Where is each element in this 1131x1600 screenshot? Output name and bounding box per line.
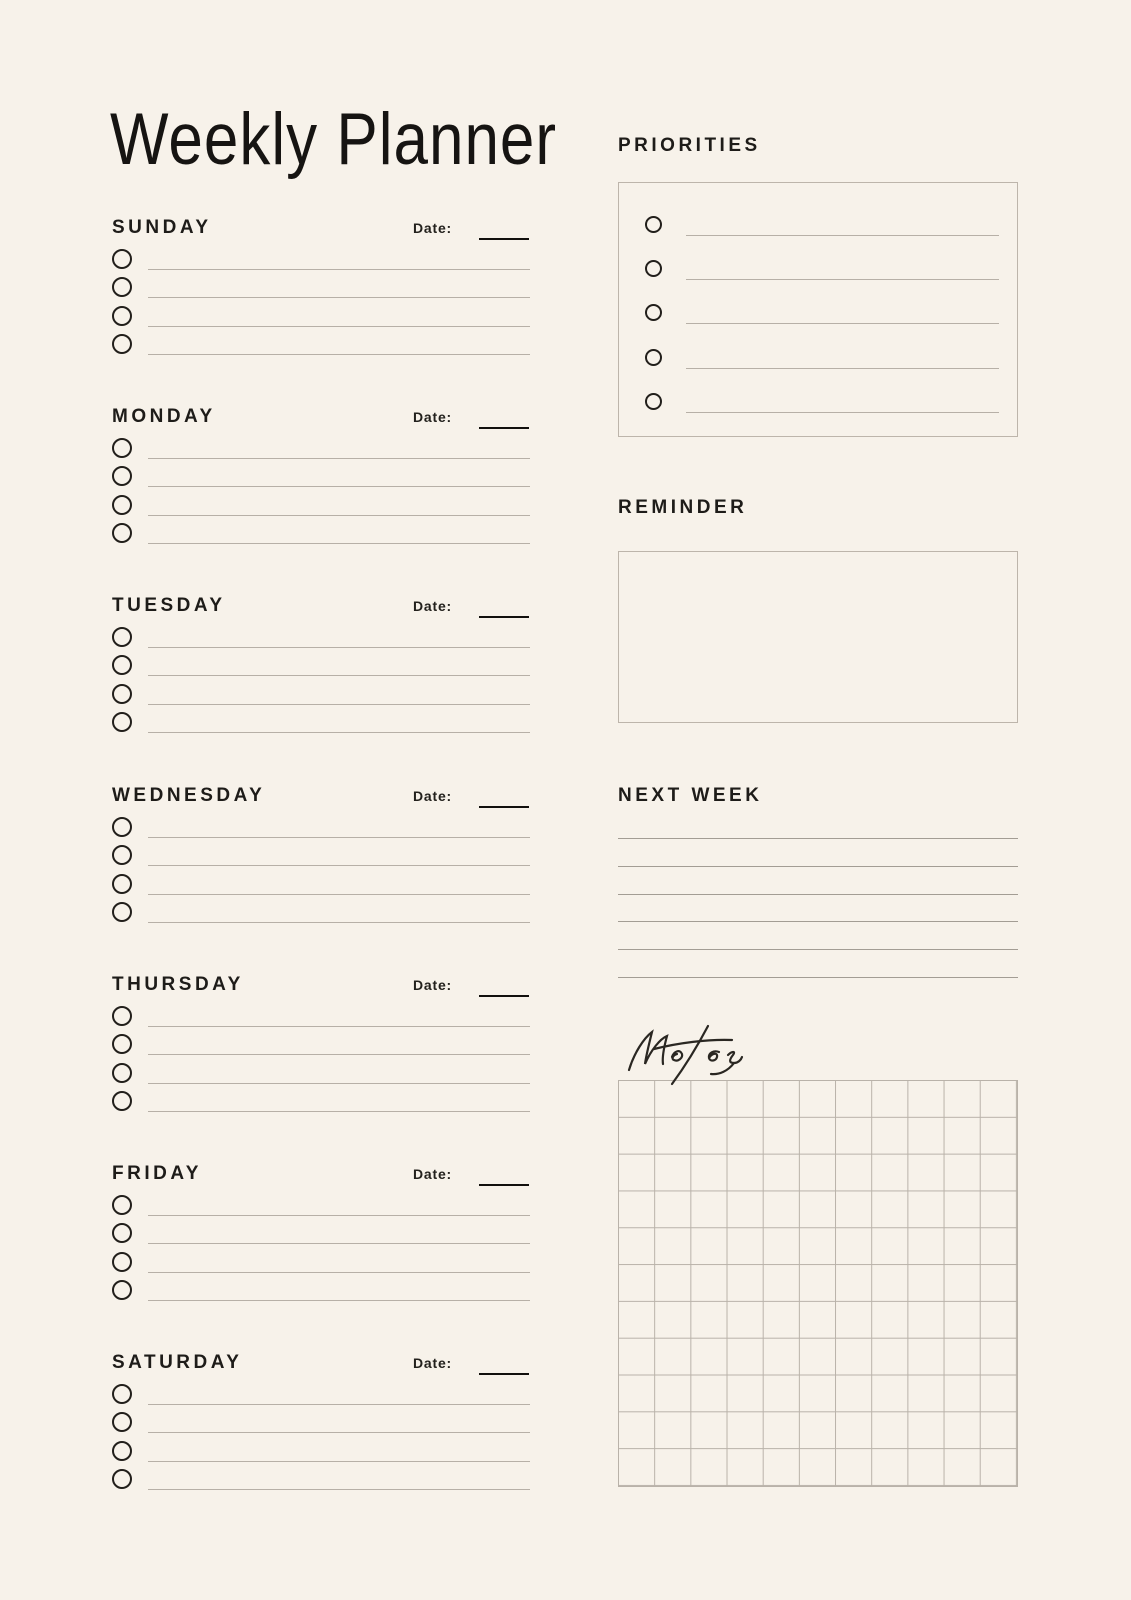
date-label: Date:: [413, 409, 453, 425]
reminder-heading: REMINDER: [618, 497, 748, 518]
task-input-line[interactable]: [148, 865, 530, 866]
date-input-line[interactable]: [479, 792, 529, 808]
task-input-line[interactable]: [148, 1111, 530, 1112]
day-section: [112, 407, 530, 579]
task-checkbox-circle[interactable]: [112, 334, 132, 354]
task-input-line[interactable]: [148, 269, 530, 270]
next-week-input-line[interactable]: [618, 921, 1018, 922]
task-checkbox-circle[interactable]: [112, 1280, 132, 1300]
task-checkbox-circle[interactable]: [112, 277, 132, 297]
day-section: [112, 1164, 530, 1336]
date-label: Date:: [413, 788, 453, 804]
task-checkbox-circle[interactable]: [112, 1412, 132, 1432]
task-input-line[interactable]: [148, 354, 530, 355]
notes-heading-text: [0, 0, 1, 1]
task-checkbox-circle[interactable]: [112, 655, 132, 675]
priority-input-line[interactable]: [686, 412, 999, 413]
task-checkbox-circle[interactable]: [112, 684, 132, 704]
priorities-heading: PRIORITIES: [618, 135, 761, 156]
next-week-input-line[interactable]: [618, 838, 1018, 839]
task-checkbox-circle[interactable]: [112, 306, 132, 326]
task-checkbox-circle[interactable]: [112, 874, 132, 894]
day-label: SUNDAY: [112, 217, 212, 238]
task-input-line[interactable]: [148, 1404, 530, 1405]
task-input-line[interactable]: [148, 1215, 530, 1216]
day-label: SATURDAY: [112, 1352, 243, 1373]
task-checkbox-circle[interactable]: [112, 1384, 132, 1404]
task-input-line[interactable]: [148, 675, 530, 676]
task-checkbox-circle[interactable]: [112, 1195, 132, 1215]
task-input-line[interactable]: [148, 647, 530, 648]
task-checkbox-circle[interactable]: [112, 627, 132, 647]
next-week-input-line[interactable]: [618, 894, 1018, 895]
page-title: Weekly Planner: [110, 99, 558, 181]
date-label: Date:: [413, 598, 453, 614]
task-checkbox-circle[interactable]: [112, 1469, 132, 1489]
task-checkbox-circle[interactable]: [112, 438, 132, 458]
date-label: Date:: [413, 1166, 453, 1182]
day-label: MONDAY: [112, 406, 216, 427]
priority-checkbox-circle[interactable]: [645, 393, 662, 410]
task-checkbox-circle[interactable]: [112, 1091, 132, 1111]
task-checkbox-circle[interactable]: [112, 1006, 132, 1026]
next-week-input-line[interactable]: [618, 977, 1018, 978]
task-input-line[interactable]: [148, 326, 530, 327]
next-week-input-line[interactable]: [618, 949, 1018, 950]
priority-input-line[interactable]: [686, 323, 999, 324]
task-input-line[interactable]: [148, 1026, 530, 1027]
task-checkbox-circle[interactable]: [112, 523, 132, 543]
priorities-box: [618, 182, 1018, 437]
task-checkbox-circle[interactable]: [112, 712, 132, 732]
task-input-line[interactable]: [148, 1461, 530, 1462]
priority-checkbox-circle[interactable]: [645, 260, 662, 277]
task-input-line[interactable]: [148, 486, 530, 487]
task-input-line[interactable]: [148, 894, 530, 895]
task-input-line[interactable]: [148, 1432, 530, 1433]
priority-input-line[interactable]: [686, 279, 999, 280]
day-label: FRIDAY: [112, 1163, 202, 1184]
date-input-line[interactable]: [479, 1359, 529, 1375]
date-input-line[interactable]: [479, 224, 529, 240]
task-input-line[interactable]: [148, 458, 530, 459]
task-checkbox-circle[interactable]: [112, 249, 132, 269]
task-input-line[interactable]: [148, 1054, 530, 1055]
date-input-line[interactable]: [479, 1170, 529, 1186]
next-week-input-line[interactable]: [618, 866, 1018, 867]
task-checkbox-circle[interactable]: [112, 1441, 132, 1461]
task-input-line[interactable]: [148, 704, 530, 705]
task-input-line[interactable]: [148, 1489, 530, 1490]
task-input-line[interactable]: [148, 1300, 530, 1301]
task-input-line[interactable]: [148, 1272, 530, 1273]
reminder-box[interactable]: [618, 551, 1018, 723]
task-checkbox-circle[interactable]: [112, 817, 132, 837]
notes-grid[interactable]: [618, 1080, 1018, 1487]
task-input-line[interactable]: [148, 732, 530, 733]
date-input-line[interactable]: [479, 602, 529, 618]
task-checkbox-circle[interactable]: [112, 845, 132, 865]
task-checkbox-circle[interactable]: [112, 1252, 132, 1272]
next-week-heading: NEXT WEEK: [618, 785, 763, 806]
task-input-line[interactable]: [148, 837, 530, 838]
day-section: [112, 1353, 530, 1525]
day-label: THURSDAY: [112, 974, 244, 995]
date-input-line[interactable]: [479, 981, 529, 997]
task-checkbox-circle[interactable]: [112, 1063, 132, 1083]
date-label: Date:: [413, 977, 453, 993]
date-label: Date:: [413, 1355, 453, 1371]
task-input-line[interactable]: [148, 297, 530, 298]
task-checkbox-circle[interactable]: [112, 1223, 132, 1243]
priority-input-line[interactable]: [686, 368, 999, 369]
task-checkbox-circle[interactable]: [112, 495, 132, 515]
day-section: [112, 975, 530, 1147]
day-label: TUESDAY: [112, 595, 226, 616]
task-input-line[interactable]: [148, 1083, 530, 1084]
task-input-line[interactable]: [148, 543, 530, 544]
date-label: Date:: [413, 220, 453, 236]
priority-checkbox-circle[interactable]: [645, 304, 662, 321]
task-input-line[interactable]: [148, 1243, 530, 1244]
task-checkbox-circle[interactable]: [112, 1034, 132, 1054]
day-label: WEDNESDAY: [112, 785, 266, 806]
task-input-line[interactable]: [148, 922, 530, 923]
priority-input-line[interactable]: [686, 235, 999, 236]
task-checkbox-circle[interactable]: [112, 466, 132, 486]
day-section: [112, 218, 530, 390]
task-checkbox-circle[interactable]: [112, 902, 132, 922]
priority-checkbox-circle[interactable]: [645, 216, 662, 233]
day-section: [112, 596, 530, 768]
priority-checkbox-circle[interactable]: [645, 349, 662, 366]
task-input-line[interactable]: [148, 515, 530, 516]
day-section: [112, 786, 530, 958]
date-input-line[interactable]: [479, 413, 529, 429]
notes-script-heading: [598, 993, 748, 1088]
